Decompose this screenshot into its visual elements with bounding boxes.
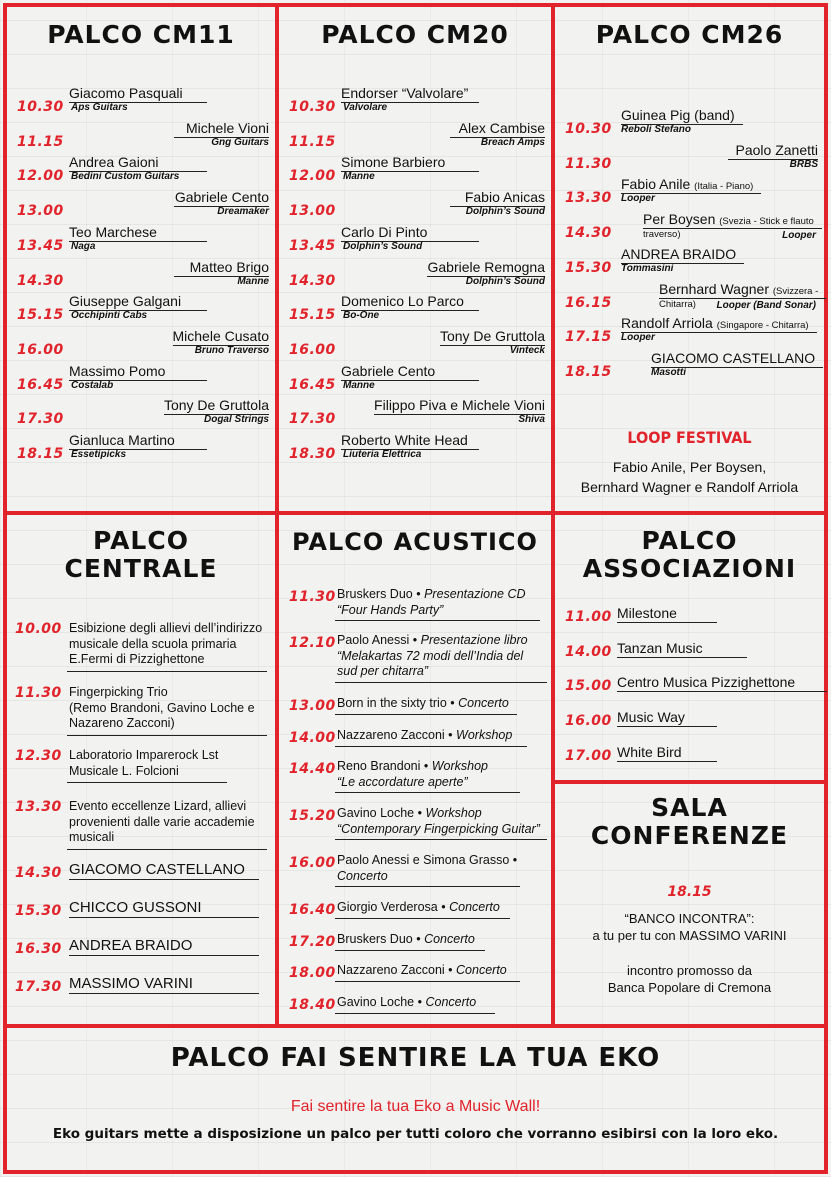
time-label: 15.30 bbox=[565, 260, 612, 276]
performer-name: Bruskers Duo bbox=[337, 587, 413, 601]
stage-title: PALCO CM26 bbox=[595, 20, 784, 49]
time-label: 13.30 bbox=[565, 190, 612, 206]
eko-text: Eko guitars mette a disposizione un palco per tutti coloro che vorranno esibirsi con la loro eko. bbox=[52, 1126, 779, 1142]
brand-label: Liuteria Elettrica bbox=[343, 449, 422, 460]
event-kind: Concerto bbox=[458, 696, 509, 710]
performer-name: Michele Vioni bbox=[174, 120, 269, 138]
underline bbox=[335, 918, 510, 919]
underline bbox=[335, 1013, 495, 1014]
time-label: 10.30 bbox=[289, 99, 336, 115]
loop-festival-line-2: Bernhard Wagner e Randolf Arriola bbox=[580, 479, 799, 495]
event-description bbox=[337, 963, 551, 979]
brand-label: Valvolare bbox=[343, 102, 388, 113]
event-description-line: Laboratorio Imparerock Lst bbox=[69, 748, 219, 762]
underline bbox=[335, 792, 520, 793]
brand-label: Looper bbox=[621, 332, 655, 343]
time-label: 11.30 bbox=[565, 156, 612, 172]
time-label: 11.00 bbox=[565, 609, 612, 625]
brand-label: Bo-One bbox=[343, 310, 380, 322]
time-label: 17.20 bbox=[289, 934, 336, 950]
performer-note: (Singapore - Chitarra) bbox=[716, 320, 809, 331]
event-description-line: provenienti dalle varie accademie bbox=[69, 814, 255, 829]
time-label: 18.30 bbox=[289, 446, 336, 462]
performer-note: (Svizzera - bbox=[772, 286, 819, 297]
stage-associazioni bbox=[551, 511, 828, 784]
event-title-line bbox=[337, 696, 551, 712]
stage-title: PALCO ACUSTICO bbox=[292, 528, 538, 556]
separator: • bbox=[414, 806, 426, 820]
event-kind: Presentazione libro bbox=[420, 633, 528, 647]
event-kind: Presentazione CD bbox=[424, 587, 526, 601]
event-description-line: musicale della scuola primaria bbox=[69, 636, 237, 651]
association-name: Music Way bbox=[617, 709, 717, 727]
underline bbox=[335, 981, 520, 982]
event-extra-line: “Melakartas 72 modi dell’India del bbox=[337, 648, 524, 663]
performer-name: Roberto White Head bbox=[341, 432, 479, 450]
time-label: 12.00 bbox=[17, 168, 64, 185]
stage-cm26 bbox=[551, 3, 828, 515]
performer-row bbox=[621, 176, 761, 194]
stage-eko bbox=[3, 1024, 828, 1174]
separator: • bbox=[412, 932, 425, 946]
performer-name: GIACOMO CASTELLANO bbox=[69, 861, 259, 880]
performer-name: MASSIMO VARINI bbox=[69, 975, 259, 994]
time-label: 16.00 bbox=[565, 713, 612, 730]
brand-label: BRBS bbox=[789, 159, 818, 170]
time-label: 14.30 bbox=[15, 865, 62, 881]
sala-conferenze bbox=[551, 780, 828, 1028]
performer-name: Bernhard Wagner bbox=[659, 281, 769, 297]
time-label: 16.45 bbox=[289, 376, 336, 393]
event-description-line: Musicale L. Folcioni bbox=[69, 763, 179, 778]
event-title-line bbox=[337, 995, 551, 1011]
brand-label: Aps Guitars bbox=[71, 102, 128, 113]
event-kind: Concerto bbox=[424, 932, 475, 946]
time-label: 17.30 bbox=[289, 411, 336, 428]
sala-line-1: “BANCO INCONTRA”: bbox=[624, 911, 755, 926]
performer-name: Bruskers Duo bbox=[337, 932, 413, 946]
event-description bbox=[337, 759, 551, 790]
time-label: 18.00 bbox=[289, 965, 336, 981]
brand-label: Shiva bbox=[518, 414, 545, 426]
time-label: 18.15 bbox=[17, 446, 64, 462]
time-label: 12.30 bbox=[15, 748, 62, 764]
brand-label: Vinteck bbox=[509, 344, 545, 356]
time-label: 12.10 bbox=[289, 635, 336, 651]
event-description bbox=[337, 633, 551, 680]
performer-name: GIACOMO CASTELLANO bbox=[651, 350, 816, 366]
brand-label: Bruno Traverso bbox=[194, 344, 269, 356]
performer-note: (Italia - Piano) bbox=[694, 181, 754, 192]
time-label: 11.30 bbox=[289, 589, 336, 605]
brand-label: Reboli Stefano bbox=[621, 124, 692, 135]
performer-name: Teo Marchese bbox=[69, 224, 207, 242]
performer-name: Paolo Zanetti bbox=[728, 142, 818, 160]
performer-name: CHICCO GUSSONI bbox=[69, 899, 259, 918]
separator: • bbox=[420, 759, 432, 773]
brand-label: Occhipinti Cabs bbox=[71, 310, 148, 322]
time-label: 16.00 bbox=[289, 341, 336, 358]
performer-row bbox=[659, 281, 826, 299]
performer-name: Tony De Gruttola bbox=[439, 327, 545, 344]
association-name: Milestone bbox=[617, 605, 717, 623]
event-description-line: musicali bbox=[69, 830, 115, 844]
event-description bbox=[337, 587, 551, 618]
event-description-line: Evento eccellenze Lizard, allievi bbox=[69, 799, 247, 813]
time-label: 10.30 bbox=[17, 99, 64, 115]
stage-title-line-2: CENTRALE bbox=[64, 554, 218, 583]
performer-name: Nazzareno Zacconi bbox=[337, 728, 445, 742]
stage-title: PALCO CM20 bbox=[321, 20, 509, 49]
performer-row bbox=[651, 350, 823, 368]
performer-name: Fabio Anicas bbox=[450, 189, 545, 207]
brand-label: Naga bbox=[71, 240, 96, 252]
brand-label: Manne bbox=[343, 379, 375, 391]
separator: • bbox=[437, 900, 450, 914]
time-label: 14.30 bbox=[289, 272, 336, 289]
time-label: 12.00 bbox=[289, 168, 336, 185]
stage-title-line-1: PALCO bbox=[641, 526, 738, 555]
performer-name: Paolo Anessi bbox=[337, 633, 410, 647]
time-label: 15.15 bbox=[17, 307, 64, 324]
time-label: 13.45 bbox=[17, 237, 64, 254]
performer-name: Matteo Brigo bbox=[174, 259, 269, 277]
underline bbox=[335, 746, 527, 747]
performer-name: Gabriele Remogna bbox=[427, 258, 545, 275]
brand-label: Looper bbox=[782, 230, 816, 241]
time-label: 11.15 bbox=[17, 133, 64, 150]
event-title-line bbox=[337, 587, 551, 603]
time-label: 14.30 bbox=[565, 225, 612, 241]
underline bbox=[67, 782, 227, 783]
underline bbox=[335, 886, 520, 887]
performer-row bbox=[643, 211, 822, 229]
brand-label: Gng Guitars bbox=[211, 136, 269, 148]
performer-name: Endorser “Valvolare” bbox=[341, 85, 479, 103]
event-description bbox=[337, 728, 551, 744]
performer-name: Michele Cusato bbox=[172, 327, 269, 344]
event-description-line: E.Fermi di Pizzighettone bbox=[69, 652, 205, 666]
loop-festival-line-1: Fabio Anile, Per Boysen, bbox=[612, 459, 767, 475]
time-label: 17.15 bbox=[565, 329, 612, 345]
brand-label: Dolphin’s Sound bbox=[465, 275, 545, 287]
time-label: 16.15 bbox=[565, 295, 612, 311]
underline bbox=[67, 671, 267, 672]
underline bbox=[335, 682, 547, 683]
time-label: 15.00 bbox=[565, 678, 612, 695]
performer-name: Guinea Pig (band) bbox=[621, 107, 735, 123]
time-label: 16.00 bbox=[289, 855, 336, 871]
performer-name: Massimo Pomo bbox=[69, 363, 207, 381]
event-description-line: Fingerpicking Trio bbox=[69, 685, 168, 699]
time-label: 13.30 bbox=[15, 799, 62, 815]
underline bbox=[335, 714, 517, 715]
performer-name: Fabio Anile bbox=[621, 176, 691, 192]
event-kind: Workshop bbox=[431, 759, 489, 773]
stage-title: PALCO CM11 bbox=[47, 20, 235, 49]
stage-acustico bbox=[275, 511, 555, 1028]
time-label: 14.00 bbox=[565, 643, 612, 660]
sala-time: 18.15 bbox=[667, 884, 712, 900]
event-kind: Concerto bbox=[425, 995, 477, 1009]
brand-label: Bedini Custom Guitars bbox=[71, 171, 180, 183]
event-description bbox=[337, 853, 551, 884]
time-label: 15.15 bbox=[289, 307, 336, 324]
brand-label: Manne bbox=[343, 171, 375, 183]
performer-name: Alex Cambise bbox=[450, 120, 545, 138]
performer-note: (Svezia - Stick e flauto bbox=[719, 216, 814, 227]
time-label: 11.15 bbox=[289, 133, 336, 150]
brand-label: Essetipicks bbox=[71, 449, 127, 460]
event-description bbox=[69, 621, 269, 668]
time-label: 13.00 bbox=[289, 203, 336, 220]
time-label: 16.30 bbox=[15, 941, 62, 957]
brand-label: Dolphin’s Sound bbox=[343, 240, 423, 252]
brand-label: Costalab bbox=[71, 379, 114, 391]
time-label: 14.40 bbox=[289, 761, 336, 777]
event-extra-line: sud per chitarra” bbox=[337, 664, 429, 678]
separator: • bbox=[409, 633, 421, 647]
time-label: 16.40 bbox=[289, 902, 336, 918]
performer-name: Gavino Loche bbox=[337, 995, 415, 1009]
separator: • bbox=[444, 728, 457, 742]
separator: • bbox=[509, 853, 518, 867]
event-description-line: Nazareno Zacconi) bbox=[69, 716, 175, 730]
event-description bbox=[69, 799, 269, 846]
time-label: 13.45 bbox=[289, 237, 336, 254]
brand-label: Manne bbox=[237, 275, 269, 287]
stage-cm11 bbox=[3, 3, 279, 515]
performer-name: Carlo Di Pinto bbox=[341, 224, 479, 242]
event-description-line: Esibizione degli allievi dell’indirizzo bbox=[69, 621, 263, 635]
event-title-line bbox=[337, 932, 551, 948]
performer-row bbox=[621, 107, 743, 125]
time-label: 17.30 bbox=[15, 979, 62, 995]
underline bbox=[67, 735, 267, 736]
time-label: 17.00 bbox=[565, 747, 612, 764]
event-extra-line: “Four Hands Party” bbox=[337, 602, 444, 617]
brand-label: Dolphin’s Sound bbox=[465, 206, 545, 218]
association-name: Tanzan Music bbox=[617, 640, 747, 658]
time-label: 16.45 bbox=[17, 376, 64, 393]
sala-line-4: Banca Popolare di Cremona bbox=[607, 980, 772, 995]
loop-festival-title: LOOP FESTIVAL bbox=[627, 428, 752, 447]
time-label: 13.00 bbox=[289, 698, 336, 714]
brand-label: Breach Amps bbox=[480, 136, 545, 148]
sala-line-2: a tu per tu con MASSIMO VARINI bbox=[592, 928, 787, 943]
time-label: 10.30 bbox=[565, 121, 612, 137]
event-kind: Concerto bbox=[337, 868, 388, 883]
performer-row bbox=[621, 246, 744, 264]
brand-label: Masotti bbox=[651, 367, 686, 378]
stage-title-line-1: PALCO bbox=[93, 526, 189, 555]
time-label: 17.30 bbox=[17, 411, 64, 428]
event-title-line bbox=[337, 759, 551, 775]
event-description bbox=[69, 748, 269, 779]
time-label: 15.20 bbox=[289, 808, 336, 824]
performer-name: Andrea Gaioni bbox=[69, 154, 207, 172]
performer-name: Gabriele Cento bbox=[341, 363, 479, 381]
event-title-line bbox=[337, 633, 551, 649]
performer-name: Simone Barbiero bbox=[341, 154, 479, 172]
eko-subtitle: Fai sentire la tua Eko a Music Wall! bbox=[290, 1098, 541, 1115]
event-description bbox=[337, 696, 551, 712]
performer-name: ANDREA BRAIDO bbox=[621, 246, 737, 262]
event-kind: Concerto bbox=[449, 900, 500, 914]
event-kind: Concerto bbox=[456, 963, 507, 977]
brand-label: Dreamaker bbox=[217, 206, 269, 218]
sala-line-3: incontro promosso da bbox=[626, 963, 752, 978]
performer-name: Nazzareno Zacconi bbox=[337, 963, 445, 977]
performer-name: ANDREA BRAIDO bbox=[69, 937, 259, 956]
underline bbox=[67, 849, 267, 850]
event-title-line bbox=[337, 806, 551, 822]
sala-title-line-1: SALA bbox=[651, 793, 728, 822]
time-label: 14.30 bbox=[17, 272, 64, 289]
event-description bbox=[337, 900, 551, 916]
sala-title-line-2: CONFERENZE bbox=[590, 821, 789, 850]
event-extra-line: “Le accordature aperte” bbox=[337, 774, 468, 789]
performer-name: Gianluca Martino bbox=[69, 432, 207, 450]
underline bbox=[335, 950, 485, 951]
performer-name: Giacomo Pasquali bbox=[69, 85, 207, 103]
performer-name: Paolo Anessi e Simona Grasso bbox=[337, 853, 510, 867]
performer-name: Gavino Loche bbox=[337, 806, 415, 820]
stage-cm20 bbox=[275, 3, 555, 515]
event-title-line bbox=[337, 853, 551, 869]
event-description-line: (Remo Brandoni, Gavino Loche e bbox=[69, 700, 255, 715]
underline bbox=[335, 839, 547, 840]
event-kind: Workshop bbox=[425, 806, 482, 820]
time-label: 18.40 bbox=[289, 997, 336, 1013]
performer-name: Reno Brandoni bbox=[337, 759, 421, 773]
event-description bbox=[337, 932, 551, 948]
time-label: 18.15 bbox=[565, 364, 612, 380]
performer-name: Giuseppe Galgani bbox=[69, 293, 207, 311]
stage-title-line-2: ASSOCIAZIONI bbox=[582, 554, 797, 583]
separator: • bbox=[446, 696, 459, 710]
association-name: White Bird bbox=[617, 744, 717, 762]
separator: • bbox=[412, 587, 425, 601]
eko-title: PALCO FAI SENTIRE LA TUA EKO bbox=[170, 1043, 661, 1073]
performer-row bbox=[621, 315, 817, 333]
underline bbox=[335, 620, 540, 621]
event-description bbox=[69, 685, 269, 732]
brand-label: Looper (Band Sonar) bbox=[716, 300, 816, 311]
time-label: 14.00 bbox=[289, 730, 336, 746]
event-description bbox=[337, 806, 551, 837]
event-description bbox=[337, 995, 551, 1011]
performer-name: Born in the sixty trio bbox=[337, 696, 447, 710]
time-label: 13.00 bbox=[17, 203, 64, 220]
performer-name: Giorgio Verderosa bbox=[337, 900, 438, 914]
performer-note-2: Chitarra) bbox=[659, 299, 696, 310]
performer-name: Filippo Piva e Michele Vioni bbox=[374, 397, 545, 414]
performer-name: Tony De Gruttola bbox=[163, 397, 269, 414]
brand-label: Looper bbox=[621, 193, 655, 204]
time-label: 16.00 bbox=[17, 341, 64, 358]
association-name: Centro Musica Pizzighettone bbox=[617, 674, 827, 692]
time-label: 10.00 bbox=[15, 621, 62, 637]
performer-name: Per Boysen bbox=[643, 211, 716, 227]
event-kind: Workshop bbox=[456, 728, 513, 742]
event-title-line bbox=[337, 728, 551, 744]
separator: • bbox=[444, 963, 457, 977]
time-label: 11.30 bbox=[15, 685, 62, 701]
performer-name: Domenico Lo Parco bbox=[341, 293, 479, 311]
event-title-line bbox=[337, 900, 551, 916]
event-title-line bbox=[337, 963, 551, 979]
separator: • bbox=[414, 995, 426, 1009]
performer-name: Gabriele Cento bbox=[174, 189, 269, 206]
event-extra-line: “Contemporary Fingerpicking Guitar” bbox=[337, 821, 540, 836]
brand-label: Dogal Strings bbox=[203, 414, 269, 426]
performer-note-2: traverso) bbox=[643, 229, 681, 240]
time-label: 15.30 bbox=[15, 903, 62, 919]
performer-name: Randolf Arriola bbox=[621, 315, 713, 331]
stage-centrale bbox=[3, 511, 279, 1028]
brand-label: Tommasini bbox=[621, 263, 674, 274]
